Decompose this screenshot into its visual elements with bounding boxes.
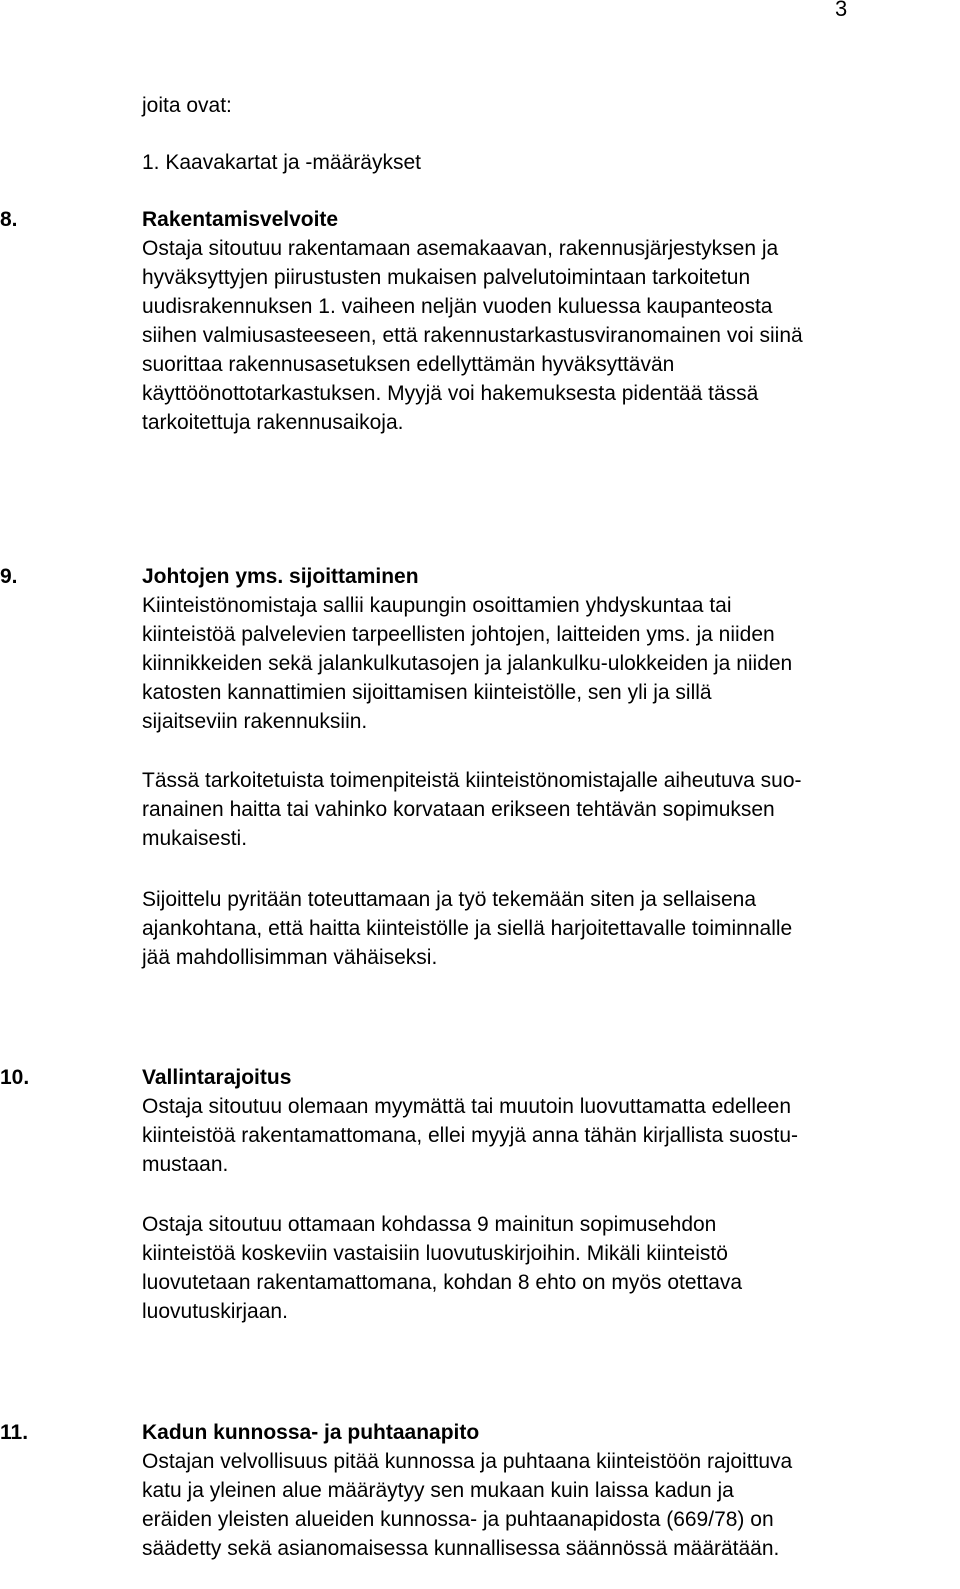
intro-line: joita ovat: — [142, 94, 232, 117]
paragraph-line: Ostaja sitoutuu rakentamaan asemakaavan, rakennusjärjestyksen ja — [142, 237, 779, 260]
paragraph-line: Kiinteistönomistaja sallii kaupungin osoittamien yhdyskuntaa tai — [142, 594, 732, 617]
paragraph-line: Sijoittelu pyritään toteuttamaan ja työ tekemään siten ja sellaisena — [142, 888, 757, 911]
section-number: 9. — [0, 565, 18, 588]
paragraph-line: mukaisesti. — [142, 827, 248, 850]
intro-list-item — [142, 148, 942, 177]
paragraph-line: uudisrakennuksen 1. vaiheen neljän vuoden kuluessa kaupanteosta — [142, 295, 773, 318]
section-paragraph — [142, 591, 942, 736]
paragraph-line: säädetty sekä asianomaisessa kunnallisessa säännössä määrätään. — [142, 1537, 780, 1560]
paragraph-line: jää mahdollisimman vähäiseksi. — [142, 946, 438, 969]
paragraph-line: kiinteistöä palvelevien tarpeellisten johtojen, laitteiden yms. ja niiden — [142, 623, 775, 646]
list-item: 1. Kaavakartat ja -määräykset — [142, 151, 421, 174]
paragraph-line: luovutuskirjaan. — [142, 1300, 288, 1323]
paragraph-line: Ostaja sitoutuu ottamaan kohdassa 9 mainitun sopimusehdon — [142, 1213, 717, 1236]
paragraph-line: eräiden yleisten alueiden kunnossa- ja puhtaanapidosta (669/78) on — [142, 1508, 774, 1531]
section-paragraph — [142, 1447, 942, 1563]
paragraph-line: sijaitseviin rakennuksiin. — [142, 710, 368, 733]
paragraph-line: ranainen haitta tai vahinko korvataan erikseen tehtävän sopimuksen — [142, 798, 775, 821]
section-paragraph — [142, 766, 942, 853]
paragraph-line: Ostajan velvollisuus pitää kunnossa ja puhtaana kiinteistöön rajoittuva — [142, 1450, 793, 1473]
section-title: Rakentamisvelvoite — [142, 208, 339, 231]
section-paragraph — [142, 234, 942, 437]
section-number: 11. — [0, 1421, 29, 1444]
intro-text — [142, 91, 942, 120]
paragraph-line: katosten kannattimien sijoittamisen kiinteistölle, sen yli ja sillä — [142, 681, 712, 704]
section-number: 10. — [0, 1066, 30, 1089]
paragraph-line: suorittaa rakennusasetuksen edellyttämän hyväksyttävän — [142, 353, 675, 376]
paragraph-line: ajankohtana, että haitta kiinteistölle ja siellä harjoitettavalle toiminnalle — [142, 917, 793, 940]
section-title: Kadun kunnossa- ja puhtaanapito — [142, 1421, 480, 1444]
section-paragraph — [142, 1092, 942, 1179]
paragraph-line: kiinnikkeiden sekä jalankulkutasojen ja jalankulku-ulokkeiden ja niiden — [142, 652, 793, 675]
paragraph-line: tarkoitettuja rakennusaikoja. — [142, 411, 404, 434]
paragraph-line: siihen valmiusasteeseen, että rakennustarkastusviranomainen voi siinä — [142, 324, 803, 347]
paragraph-line: luovutetaan rakentamattomana, kohdan 8 ehto on myös otettava — [142, 1271, 743, 1294]
page-number: 3 — [835, 0, 848, 21]
paragraph-line: kiinteistöä rakentamattomana, ellei myyjä anna tähän kirjallista suostu- — [142, 1124, 798, 1147]
section-title: Johtojen yms. sijoittaminen — [142, 565, 419, 588]
paragraph-line: Ostaja sitoutuu olemaan myymättä tai muutoin luovuttamatta edelleen — [142, 1095, 792, 1118]
paragraph-line: hyväksyttyjen piirustusten mukaisen palvelutoimintaan tarkoitetun — [142, 266, 751, 289]
paragraph-line: käyttöönottotarkastuksen. Myyjä voi hakemuksesta pidentää tässä — [142, 382, 759, 405]
section-paragraph — [142, 1210, 942, 1326]
paragraph-line: kiinteistöä koskeviin vastaisiin luovutuskirjoihin. Mikäli kiinteistö — [142, 1242, 728, 1265]
section-title: Vallintarajoitus — [142, 1066, 292, 1089]
paragraph-line: katu ja yleinen alue määräytyy sen mukaan kuin laissa kadun ja — [142, 1479, 734, 1502]
section-paragraph — [142, 885, 942, 972]
paragraph-line: Tässä tarkoitetuista toimenpiteistä kiinteistönomistajalle aiheutuva suo- — [142, 769, 802, 792]
section-number: 8. — [0, 208, 18, 231]
paragraph-line: mustaan. — [142, 1153, 229, 1176]
